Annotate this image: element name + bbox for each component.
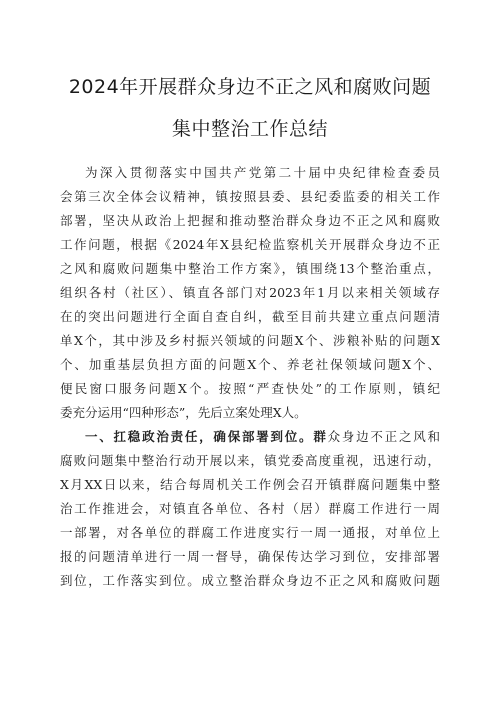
paragraph-line: 工作问题，根据《2024年X县纪检监察机关开展群众身边不正	[60, 237, 440, 252]
paragraph-line: 部署，坚决从政治上把握和推动整治群众身边不正之风和腐败	[60, 213, 440, 228]
paragraph-line: 一部署，对各单位的群腐工作进度实行一周一通报，对单位上	[60, 525, 440, 540]
paragraph-line: 便民窗口服务问题X个。按照“严查快处”的工作原则，镇纪	[60, 381, 440, 396]
paragraph-line: 在的突出问题进行全面自查自纠，截至目前共建立重点问题清	[60, 309, 440, 324]
paragraph-line: 到位，工作落实到位。成立整治群众身边不正之风和腐败问题	[60, 573, 440, 588]
paragraph-line: 报的问题清单进行一周一督导，确保传达学习到位，安排部署	[60, 549, 440, 564]
paragraph-line: 腐败问题集中整治行动开展以来，镇党委高度重视，迅速行动，	[60, 453, 440, 468]
paragraph-1	[60, 161, 440, 425]
paragraph-line: 个、加重基层负担方面的问题X个、养老社保领域问题X个、	[60, 357, 440, 372]
paragraph-line: 委充分运用“四种形态”，先后立案处理X人。	[60, 405, 307, 420]
section-lead-bold: 群	[313, 429, 328, 444]
document-title-line-2: 集中整治工作总结	[171, 118, 328, 140]
section-heading: 一、扛稳政治责任，确保部署到位。	[85, 429, 314, 444]
paragraph-line: 为深入贯彻落实中国共产党第二十届中央纪律检查委员	[85, 165, 440, 180]
paragraph-line: X月XX日以来，结合每周机关工作例会召开镇群腐问题集中整	[60, 477, 440, 492]
section-lead-rest: 众身边不正之风和	[327, 429, 440, 444]
paragraph-line: 组织各村（社区）、镇直各部门对2023年1月以来相关领域存	[60, 285, 440, 300]
document-title-line-1: 2024年开展群众身边不正之风和腐败问题	[68, 76, 432, 98]
paragraph-line: 单X个，其中涉及乡村振兴领域的问题X个、涉粮补贴的问题X	[60, 333, 440, 348]
paragraph-line: 会第三次全体会议精神，镇按照县委、县纪委监委的相关工作	[60, 189, 440, 204]
document-body	[60, 161, 440, 593]
paragraph-line: 治工作推进会，对镇直各单位、各村（居）群腐工作进行一周	[60, 501, 440, 516]
paragraph-line: 之风和腐败问题集中整治工作方案》，镇围绕13个整治重点，	[60, 261, 440, 276]
section-heading-line	[60, 425, 440, 449]
paragraph-2	[60, 425, 440, 593]
